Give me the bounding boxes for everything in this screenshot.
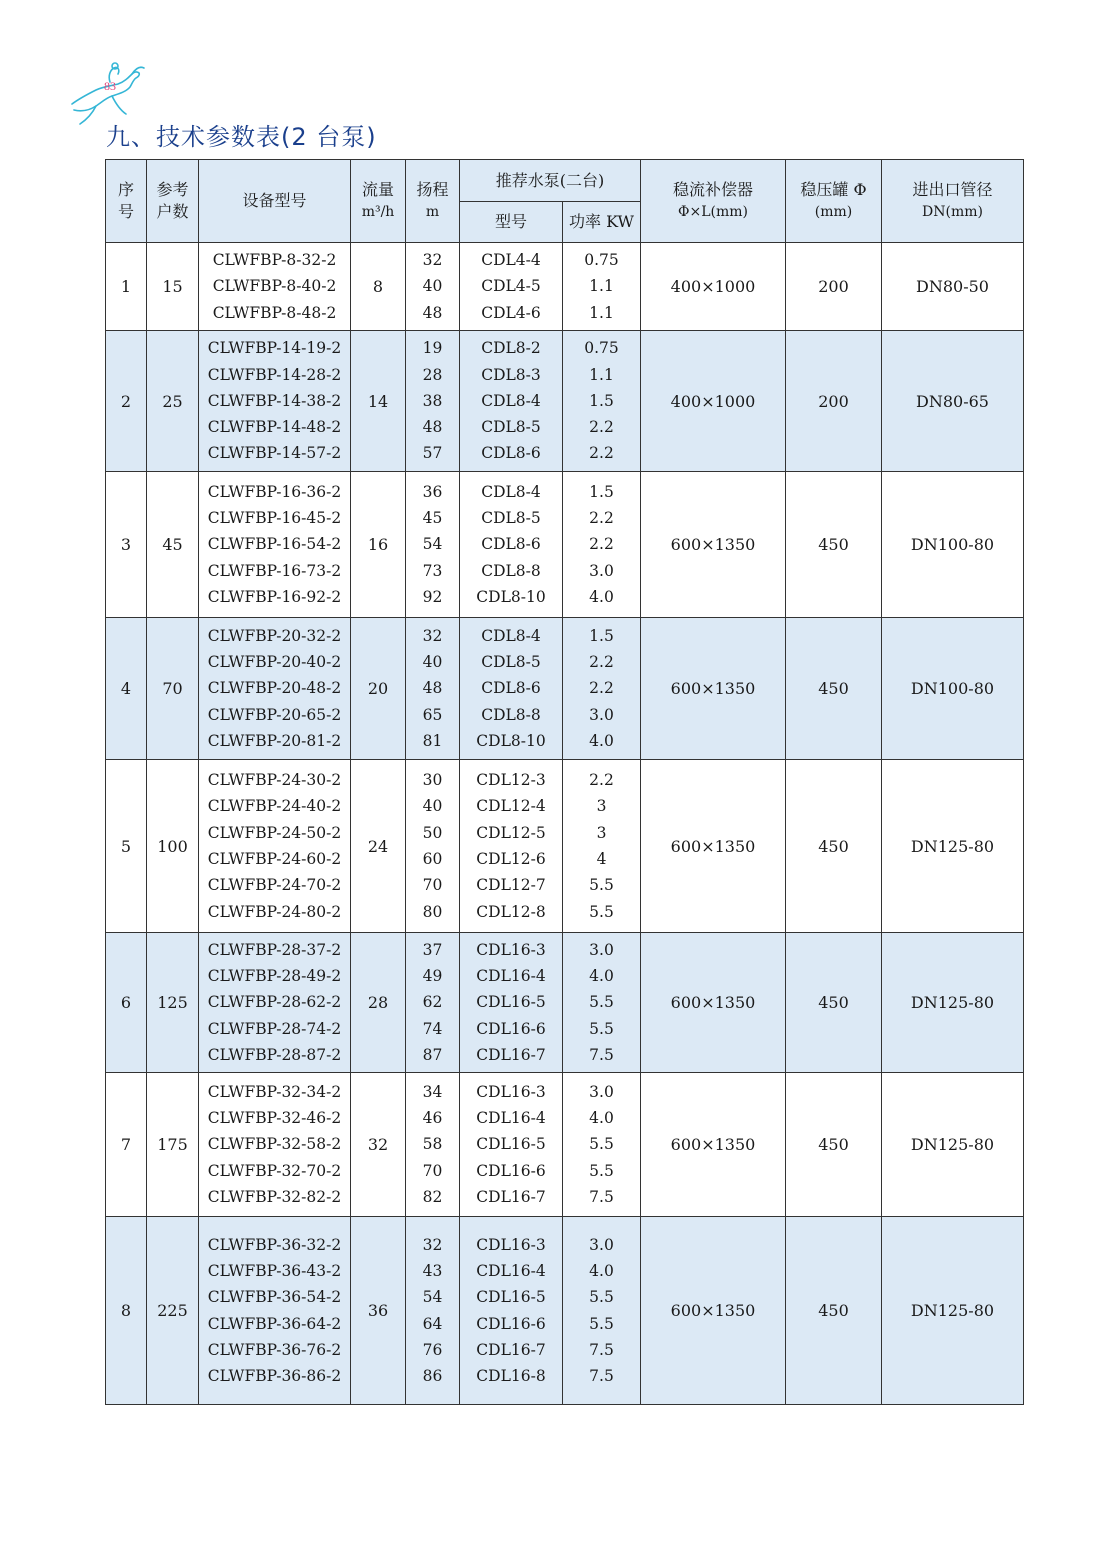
cell-model-cell	[199, 243, 351, 331]
cell-head: 73	[422, 561, 443, 580]
cell-pump-model: CDL16-4	[476, 1261, 546, 1280]
cell-pump-model: CDL12-4	[476, 797, 546, 816]
cell-pump-power-cell	[563, 331, 641, 472]
cell-pump-model: CDL8-6	[481, 444, 541, 463]
header-households-line1: 参考	[156, 180, 189, 199]
cell-tank: 450	[786, 1073, 882, 1217]
cell-head: 81	[422, 731, 443, 750]
cell-pump-power: 1.1	[589, 303, 614, 322]
cell-pump-power: 5.5	[589, 1135, 614, 1154]
header-model: 设备型号	[199, 160, 351, 243]
cell-households: 100	[147, 760, 199, 933]
header-seq-line1: 序	[117, 180, 134, 199]
cell-households: 25	[147, 331, 199, 472]
cell-model-cell	[199, 618, 351, 760]
cell-pump-model: CDL12-7	[476, 876, 546, 895]
cell-pump-power: 5.5	[589, 1288, 614, 1307]
table-row	[106, 472, 1024, 618]
cell-model-cell	[199, 472, 351, 618]
cell-pump-model: CDL16-8	[476, 1367, 546, 1386]
cell-head-cell	[406, 933, 460, 1073]
cell-pump-model: CDL8-10	[476, 587, 546, 606]
cell-tank: 450	[786, 472, 882, 618]
cell-model: CLWFBP-24-70-2	[207, 876, 342, 895]
cell-pump-model: CDL8-6	[481, 535, 541, 554]
cell-model: CLWFBP-14-19-2	[207, 339, 342, 358]
header-compensator	[641, 160, 786, 243]
cell-pump-power: 4.0	[589, 1261, 614, 1280]
cell-model: CLWFBP-36-76-2	[207, 1340, 342, 1359]
cell-pump-model: CDL8-5	[481, 509, 541, 528]
table-row	[106, 243, 1024, 331]
technical-parameters-table	[105, 159, 1024, 1405]
cell-pipe: DN125-80	[882, 760, 1024, 933]
cell-pipe: DN80-65	[882, 331, 1024, 472]
cell-compensator: 600×1350	[641, 472, 786, 618]
header-seq	[106, 160, 147, 243]
cell-pump-power: 7.5	[589, 1340, 614, 1359]
cell-pump-model-cell	[460, 933, 563, 1073]
cell-pump-model: CDL4-4	[481, 251, 541, 270]
cell-head: 45	[422, 509, 443, 528]
cell-pump-power: 0.75	[584, 251, 619, 270]
cell-head: 43	[422, 1261, 443, 1280]
cell-pump-model-cell	[460, 331, 563, 472]
cell-pump-power-cell	[563, 1073, 641, 1217]
cell-pump-model: CDL16-3	[476, 1235, 546, 1254]
cell-pump-power: 4.0	[589, 1109, 614, 1128]
cell-model-cell	[199, 933, 351, 1073]
cell-pump-model: CDL16-6	[476, 1314, 546, 1333]
cell-head: 34	[422, 1082, 443, 1101]
cell-head: 54	[422, 1288, 443, 1307]
cell-model: CLWFBP-36-54-2	[207, 1288, 342, 1307]
cell-model: CLWFBP-20-65-2	[207, 705, 342, 724]
table-row	[106, 933, 1024, 1073]
cell-pump-model: CDL8-3	[481, 365, 541, 384]
cell-pump-model: CDL8-8	[481, 705, 541, 724]
cell-model: CLWFBP-24-80-2	[207, 902, 342, 921]
cell-model: CLWFBP-36-43-2	[207, 1261, 342, 1280]
header-compensator-line1: 稳流补偿器	[672, 180, 753, 199]
cell-pump-power: 2.2	[589, 509, 614, 528]
cell-head: 30	[422, 771, 443, 790]
cell-model: CLWFBP-36-32-2	[207, 1235, 342, 1254]
cell-model: CLWFBP-8-40-2	[212, 277, 337, 296]
cell-head: 48	[422, 679, 443, 698]
page-number: 83	[104, 79, 116, 93]
cell-pump-power: 4.0	[589, 731, 614, 750]
cell-pump-power: 1.5	[589, 482, 614, 501]
cell-model: CLWFBP-28-87-2	[207, 1045, 342, 1064]
cell-head: 37	[422, 940, 443, 959]
cell-pump-power: 5.5	[589, 993, 614, 1012]
cell-compensator: 400×1000	[641, 243, 786, 331]
cell-pump-power: 3	[596, 823, 607, 842]
table-row-group	[106, 243, 1024, 331]
cell-head: 82	[422, 1187, 443, 1206]
cell-households: 125	[147, 933, 199, 1073]
cell-head: 32	[422, 251, 443, 270]
cell-head-cell	[406, 1073, 460, 1217]
table-row-group	[106, 472, 1024, 618]
cell-pump-model: CDL16-5	[476, 1288, 546, 1307]
cell-pump-power: 3.0	[589, 940, 614, 959]
cell-pump-power: 1.1	[589, 365, 614, 384]
table-row-group	[106, 760, 1024, 933]
cell-pump-model: CDL16-5	[476, 993, 546, 1012]
cell-pump-power: 7.5	[589, 1045, 614, 1064]
cell-flow: 8	[351, 243, 406, 331]
cell-compensator: 400×1000	[641, 331, 786, 472]
cell-seq: 4	[106, 618, 147, 760]
cell-seq: 7	[106, 1073, 147, 1217]
cell-model: CLWFBP-28-37-2	[207, 940, 342, 959]
cell-seq: 3	[106, 472, 147, 618]
cell-pump-power: 0.75	[584, 339, 619, 358]
cell-tank: 450	[786, 618, 882, 760]
cell-pipe: DN125-80	[882, 1217, 1024, 1405]
cell-head: 48	[422, 418, 443, 437]
cell-head: 57	[422, 444, 443, 463]
cell-pump-power: 2.2	[589, 418, 614, 437]
cell-compensator: 600×1350	[641, 933, 786, 1073]
cell-pump-power: 5.5	[589, 876, 614, 895]
cell-pipe: DN100-80	[882, 618, 1024, 760]
cell-model: CLWFBP-32-82-2	[207, 1187, 342, 1206]
cell-head: 65	[422, 705, 443, 724]
cell-pump-power: 4	[596, 850, 607, 868]
cell-model: CLWFBP-16-36-2	[207, 482, 342, 501]
cell-model: CLWFBP-32-34-2	[207, 1082, 342, 1101]
cell-compensator: 600×1350	[641, 618, 786, 760]
cell-pump-model: CDL16-7	[476, 1340, 546, 1359]
cell-pump-power-cell	[563, 1217, 641, 1405]
cell-pump-model: CDL8-5	[481, 418, 541, 437]
cell-model: CLWFBP-28-62-2	[207, 993, 342, 1012]
cell-model: CLWFBP-24-30-2	[207, 771, 342, 790]
cell-tank: 450	[786, 933, 882, 1073]
header-tank	[786, 160, 882, 243]
table-row	[106, 1073, 1024, 1217]
cell-pump-power: 1.5	[589, 391, 614, 410]
cell-pump-power: 2.2	[589, 679, 614, 698]
cell-pump-model: CDL12-8	[476, 902, 546, 921]
cell-pump-power: 1.1	[589, 277, 614, 296]
cell-head: 74	[422, 1019, 443, 1038]
cell-head: 49	[422, 967, 443, 986]
cell-pump-power: 4.0	[589, 587, 614, 606]
cell-model: CLWFBP-28-49-2	[207, 967, 342, 986]
cell-pump-model: CDL12-6	[476, 850, 546, 868]
cell-head: 38	[422, 391, 443, 410]
cell-flow: 32	[351, 1073, 406, 1217]
cell-model-cell	[199, 1217, 351, 1405]
cell-pump-model: CDL16-4	[476, 1109, 546, 1128]
cell-model: CLWFBP-28-74-2	[207, 1019, 342, 1038]
cell-pump-model-cell	[460, 1073, 563, 1217]
table-row	[106, 331, 1024, 472]
cell-head: 80	[422, 902, 443, 921]
cell-head: 92	[422, 587, 443, 606]
cell-head-cell	[406, 331, 460, 472]
cell-pump-power: 7.5	[589, 1367, 614, 1386]
cell-pump-model: CDL16-6	[476, 1019, 546, 1038]
cell-pipe: DN125-80	[882, 1073, 1024, 1217]
cell-head-cell	[406, 472, 460, 618]
cell-pump-model: CDL16-3	[476, 1082, 546, 1101]
table-row-group	[106, 618, 1024, 760]
header-head-line1: 扬程	[416, 180, 449, 199]
cell-model: CLWFBP-16-73-2	[207, 561, 342, 580]
cell-flow: 28	[351, 933, 406, 1073]
cell-pump-power: 3.0	[589, 1082, 614, 1101]
cell-compensator: 600×1350	[641, 1217, 786, 1405]
cell-flow: 36	[351, 1217, 406, 1405]
cell-pipe: DN100-80	[882, 472, 1024, 618]
cell-head: 48	[422, 303, 443, 322]
cell-head: 50	[422, 823, 443, 842]
cell-pump-model: CDL4-6	[481, 303, 541, 322]
cell-compensator: 600×1350	[641, 1073, 786, 1217]
cell-pump-power-cell	[563, 933, 641, 1073]
cell-model: CLWFBP-36-64-2	[207, 1314, 342, 1333]
cell-households: 175	[147, 1073, 199, 1217]
header-head	[406, 160, 460, 243]
cell-pump-power: 5.5	[589, 1019, 614, 1038]
header-pipe-unit: DN(mm)	[922, 204, 983, 220]
cell-head: 28	[422, 365, 443, 384]
header-head-unit: m	[425, 204, 440, 220]
cell-pump-model-cell	[460, 618, 563, 760]
cell-pump-power: 3.0	[589, 561, 614, 580]
cell-pump-power: 3.0	[589, 1235, 614, 1254]
cell-seq: 6	[106, 933, 147, 1073]
cell-model: CLWFBP-14-38-2	[207, 391, 342, 410]
cell-pump-model: CDL16-7	[476, 1187, 546, 1206]
cell-pump-power-cell	[563, 760, 641, 933]
cell-head: 76	[422, 1340, 443, 1359]
table-row-group	[106, 331, 1024, 472]
cell-model: CLWFBP-36-86-2	[207, 1367, 342, 1386]
cell-model-cell	[199, 760, 351, 933]
cell-tank: 200	[786, 243, 882, 331]
cell-flow: 16	[351, 472, 406, 618]
header-compensator-unit: Φ×L(mm)	[678, 204, 748, 220]
cell-pump-power: 2.2	[589, 653, 614, 672]
cell-pump-power: 5.5	[589, 1161, 614, 1180]
cell-head: 36	[422, 482, 443, 501]
cell-model: CLWFBP-24-60-2	[207, 850, 342, 868]
cell-pump-power: 1.5	[589, 626, 614, 645]
cell-compensator: 600×1350	[641, 760, 786, 933]
header-households-line2: 户数	[156, 202, 189, 221]
cell-pump-model: CDL16-7	[476, 1045, 546, 1064]
cell-head: 58	[422, 1135, 443, 1154]
cell-pump-model: CDL12-3	[476, 771, 546, 790]
cell-model: CLWFBP-16-92-2	[207, 587, 342, 606]
cell-pump-model: CDL8-10	[476, 731, 546, 750]
cell-seq: 2	[106, 331, 147, 472]
cell-head: 86	[422, 1367, 443, 1386]
cell-pump-model: CDL8-4	[481, 626, 541, 645]
header-pipe	[882, 160, 1024, 243]
header-tank-line1: 稳压罐 Φ	[800, 180, 867, 199]
cell-head: 70	[422, 876, 443, 895]
cell-pump-model: CDL8-5	[481, 653, 541, 672]
header-pump-model: 型号	[460, 202, 563, 243]
cell-pump-model-cell	[460, 760, 563, 933]
cell-head: 64	[422, 1314, 443, 1333]
cell-model-cell	[199, 1073, 351, 1217]
cell-model: CLWFBP-32-58-2	[207, 1135, 342, 1154]
cell-model: CLWFBP-24-40-2	[207, 797, 342, 816]
header-tank-unit: (mm)	[814, 204, 853, 220]
header-seq-line2: 号	[117, 202, 134, 221]
cell-head: 40	[422, 797, 443, 816]
cell-pump-power: 3	[596, 797, 607, 816]
cell-model: CLWFBP-8-48-2	[212, 303, 337, 322]
cell-tank: 200	[786, 331, 882, 472]
cell-pipe: DN80-50	[882, 243, 1024, 331]
cell-head: 19	[422, 339, 443, 358]
table-row	[106, 618, 1024, 760]
cell-head: 40	[422, 277, 443, 296]
cell-model: CLWFBP-32-46-2	[207, 1109, 342, 1128]
cell-pump-model-cell	[460, 472, 563, 618]
cell-flow: 14	[351, 331, 406, 472]
cell-model: CLWFBP-16-54-2	[207, 535, 342, 554]
page-title: 九、技术参数表(2 台泵)	[106, 123, 377, 151]
cell-households: 15	[147, 243, 199, 331]
cell-model: CLWFBP-20-32-2	[207, 626, 342, 645]
table-row-group	[106, 1073, 1024, 1217]
cell-head-cell	[406, 243, 460, 331]
cell-pump-model: CDL8-4	[481, 391, 541, 410]
cell-pump-power: 7.5	[589, 1187, 614, 1206]
cell-flow: 24	[351, 760, 406, 933]
header-flow	[351, 160, 406, 243]
cell-seq: 1	[106, 243, 147, 331]
cell-pump-model: CDL8-4	[481, 482, 541, 501]
cell-model: CLWFBP-14-48-2	[207, 418, 342, 437]
cell-head: 87	[422, 1045, 443, 1064]
cell-head: 40	[422, 653, 443, 672]
table-row	[106, 1217, 1024, 1405]
cell-pump-power: 2.2	[589, 771, 614, 790]
cell-households: 45	[147, 472, 199, 618]
cell-tank: 450	[786, 1217, 882, 1405]
cell-pump-model-cell	[460, 1217, 563, 1405]
cell-pump-power: 5.5	[589, 902, 614, 921]
cell-seq: 5	[106, 760, 147, 933]
cell-head: 46	[422, 1109, 443, 1128]
cell-pump-model: CDL4-5	[481, 277, 541, 296]
table-row-group	[106, 1217, 1024, 1405]
cell-model: CLWFBP-20-81-2	[207, 731, 342, 750]
cell-pump-model: CDL16-4	[476, 967, 546, 986]
cell-head: 60	[422, 850, 443, 868]
cell-head: 32	[422, 626, 443, 645]
cell-head: 70	[422, 1161, 443, 1180]
cell-flow: 20	[351, 618, 406, 760]
cell-households: 70	[147, 618, 199, 760]
cell-head-cell	[406, 1217, 460, 1405]
table-row	[106, 760, 1024, 933]
cell-pump-power-cell	[563, 472, 641, 618]
cell-head: 32	[422, 1235, 443, 1254]
cell-model: CLWFBP-20-48-2	[207, 679, 342, 698]
header-pipe-line1: 进出口管径	[912, 180, 993, 199]
cell-head: 62	[422, 993, 443, 1012]
cell-pump-power-cell	[563, 243, 641, 331]
table-row-group	[106, 933, 1024, 1073]
cell-pump-power: 5.5	[589, 1314, 614, 1333]
cell-tank: 450	[786, 760, 882, 933]
cell-head-cell	[406, 760, 460, 933]
header-flow-line1: 流量	[361, 180, 394, 199]
cell-households: 225	[147, 1217, 199, 1405]
cell-pump-power-cell	[563, 618, 641, 760]
cell-seq: 8	[106, 1217, 147, 1405]
cell-pump-model: CDL12-5	[476, 823, 546, 842]
cell-head-cell	[406, 618, 460, 760]
cell-pump-model: CDL8-8	[481, 561, 541, 580]
cell-pump-power: 2.2	[589, 444, 614, 463]
cell-pump-model: CDL16-3	[476, 940, 546, 959]
cell-model: CLWFBP-24-50-2	[207, 823, 342, 842]
cell-pump-model-cell	[460, 243, 563, 331]
cell-head: 54	[422, 535, 443, 554]
cell-pipe: DN125-80	[882, 933, 1024, 1073]
header-pump-power: 功率 KW	[563, 202, 641, 243]
cell-model: CLWFBP-20-40-2	[207, 653, 342, 672]
cell-model: CLWFBP-16-45-2	[207, 509, 342, 528]
cell-pump-model: CDL8-6	[481, 679, 541, 698]
cell-model: CLWFBP-8-32-2	[212, 251, 337, 270]
cell-model: CLWFBP-32-70-2	[207, 1161, 342, 1180]
cell-pump-power: 3.0	[589, 705, 614, 724]
cell-model: CLWFBP-14-28-2	[207, 365, 342, 384]
header-households	[147, 160, 199, 243]
header-flow-unit: m³/h	[361, 204, 395, 220]
cell-pump-model: CDL8-2	[481, 339, 541, 358]
cell-pump-model: CDL16-6	[476, 1161, 546, 1180]
cell-pump-model: CDL16-5	[476, 1135, 546, 1154]
cell-pump-power: 4.0	[589, 967, 614, 986]
cell-model-cell	[199, 331, 351, 472]
header-pump-group: 推荐水泵(二台)	[460, 160, 641, 202]
cell-model: CLWFBP-14-57-2	[207, 444, 342, 463]
cell-pump-power: 2.2	[589, 535, 614, 554]
